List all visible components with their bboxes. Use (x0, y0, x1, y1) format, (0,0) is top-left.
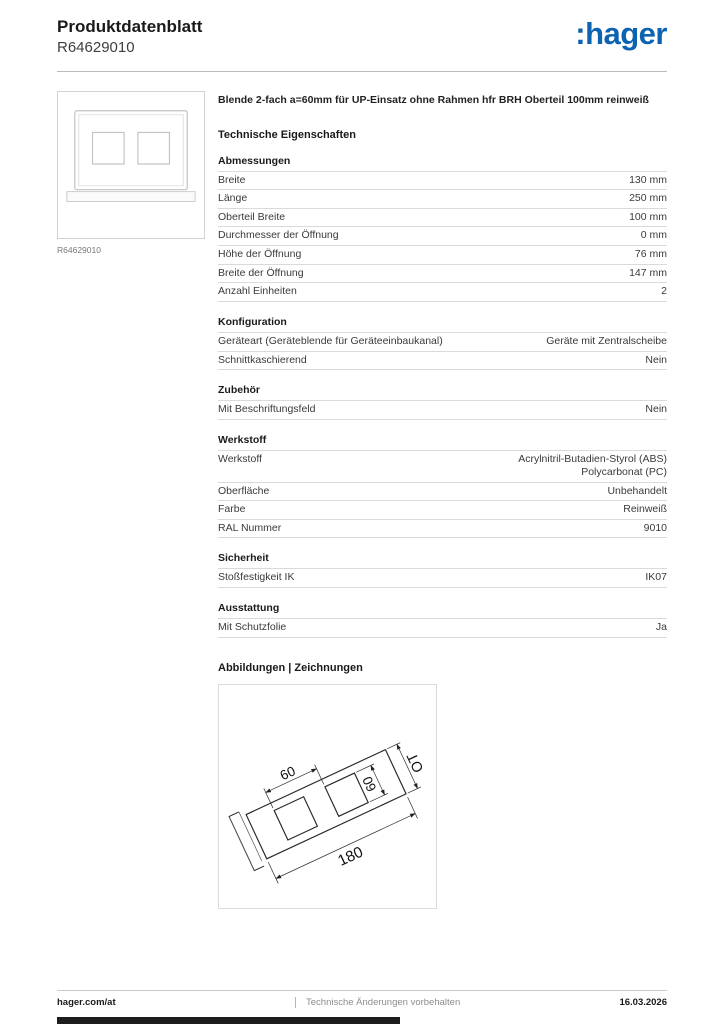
drawings-heading: Abbildungen | Zeichnungen (218, 661, 363, 674)
spec-value: 250 mm (629, 192, 667, 205)
spec-value: Reinweiß (623, 503, 667, 516)
spec-label: Oberteil Breite (218, 210, 286, 223)
spec-label: Höhe der Öffnung (218, 248, 302, 261)
footer-disclaimer: Technische Änderungen vorbehalten (295, 997, 619, 1008)
spec-row (218, 245, 667, 264)
faceplate-front-view-image (59, 93, 203, 237)
section-title: Werkstoff (218, 433, 267, 446)
spec-row (218, 482, 667, 501)
product-id: R64629010 (57, 39, 135, 57)
title-block (57, 16, 202, 58)
spec-label: Oberfläche (218, 484, 270, 497)
dimension-length-label: 180 (335, 843, 366, 870)
spec-label: Geräteart (Geräteblende für Geräteeinbaukanal) (218, 334, 443, 347)
content (57, 91, 667, 909)
spec-table (218, 568, 667, 588)
spec-value: Geräte mit Zentralscheibe (546, 334, 667, 347)
spec-row (218, 500, 667, 519)
spec-label: Mit Schutzfolie (218, 621, 287, 634)
section-werkstoff (218, 434, 667, 539)
spec-row (218, 568, 667, 587)
footer (57, 990, 667, 1008)
spec-value: Ja (655, 621, 667, 634)
footer-date: 16.03.2026 (619, 997, 667, 1008)
spec-label: Werkstoff (218, 452, 262, 465)
spec-value: Nein (645, 403, 667, 416)
spec-value-line: Polycarbonat (PC) (581, 465, 667, 478)
spec-label: Farbe (218, 503, 246, 516)
spec-row (218, 351, 667, 370)
section-title: Sicherheit (218, 552, 269, 565)
section-konfiguration (218, 316, 667, 370)
right-column (218, 91, 667, 909)
product-description: Blende 2-fach a=60mm für UP-Einsatz ohne Rahmen hfr BRH Oberteil 100mm reinweiß (218, 93, 649, 106)
spec-row (218, 208, 667, 227)
dimension-ot-label: OT (404, 749, 428, 775)
spec-row (218, 226, 667, 245)
spec-row (218, 519, 667, 538)
spec-value: 9010 (643, 521, 667, 534)
spec-row (218, 282, 667, 301)
spec-label: Breite der Öffnung (218, 266, 304, 279)
spec-value: 100 mm (629, 210, 667, 223)
spec-value: 2 (661, 285, 667, 298)
hager-logo: :hager (575, 16, 667, 51)
footer-bar (57, 1017, 400, 1024)
tech-properties-heading: Technische Eigenschaften (218, 128, 356, 141)
footer-website-link[interactable]: hager.com/at (57, 997, 116, 1008)
spec-row (218, 450, 667, 482)
spec-row (218, 400, 667, 419)
spec-value: 0 mm (640, 229, 667, 242)
dimension-width-label: 60 (277, 763, 298, 783)
section-title: Ausstattung (218, 602, 280, 615)
spec-table (218, 332, 667, 370)
header (57, 0, 667, 58)
spec-table (218, 450, 667, 539)
spec-row (218, 171, 667, 190)
section-title: Konfiguration (218, 315, 287, 328)
spec-value: Nein (645, 353, 667, 366)
page-title: Produktdatenblatt (57, 17, 203, 36)
spec-label: Durchmesser der Öffnung (218, 229, 339, 242)
section-title: Abmessungen (218, 154, 291, 167)
spec-label: Anzahl Einheiten (218, 285, 297, 298)
spec-value: Unbehandelt (607, 484, 667, 497)
section-sicherheit (218, 552, 667, 588)
spec-table (218, 400, 667, 420)
spec-table (218, 618, 667, 638)
spec-value: 130 mm (629, 173, 667, 186)
technical-drawing (218, 684, 437, 909)
spec-table (218, 171, 667, 302)
left-column (57, 91, 205, 909)
spec-row (218, 189, 667, 208)
section-ausstattung (218, 602, 667, 638)
dimension-height-label: 60 (359, 773, 380, 794)
section-zubehoer (218, 384, 667, 420)
spec-label: Schnittkaschierend (218, 353, 307, 366)
spec-row (218, 618, 667, 637)
spec-value: 76 mm (634, 248, 667, 261)
section-abmessungen (218, 155, 667, 302)
spec-label: Mit Beschriftungsfeld (218, 403, 316, 416)
spec-row (218, 264, 667, 283)
spec-value-line: Acrylnitril-Butadien-Styrol (ABS) (518, 452, 667, 465)
spec-value (518, 453, 667, 479)
spec-value: 147 mm (629, 266, 667, 279)
dimension-drawing (219, 685, 436, 908)
spec-label: Länge (218, 192, 248, 205)
product-image (57, 91, 205, 239)
spec-value: IK07 (645, 571, 667, 584)
spec-label: Breite (218, 173, 246, 186)
spec-label: Stoßfestigkeit IK (218, 571, 295, 584)
header-divider (57, 71, 667, 72)
spec-row (218, 332, 667, 351)
spec-label: RAL Nummer (218, 521, 282, 534)
section-title: Zubehör (218, 384, 260, 397)
image-caption: R64629010 (57, 244, 101, 255)
